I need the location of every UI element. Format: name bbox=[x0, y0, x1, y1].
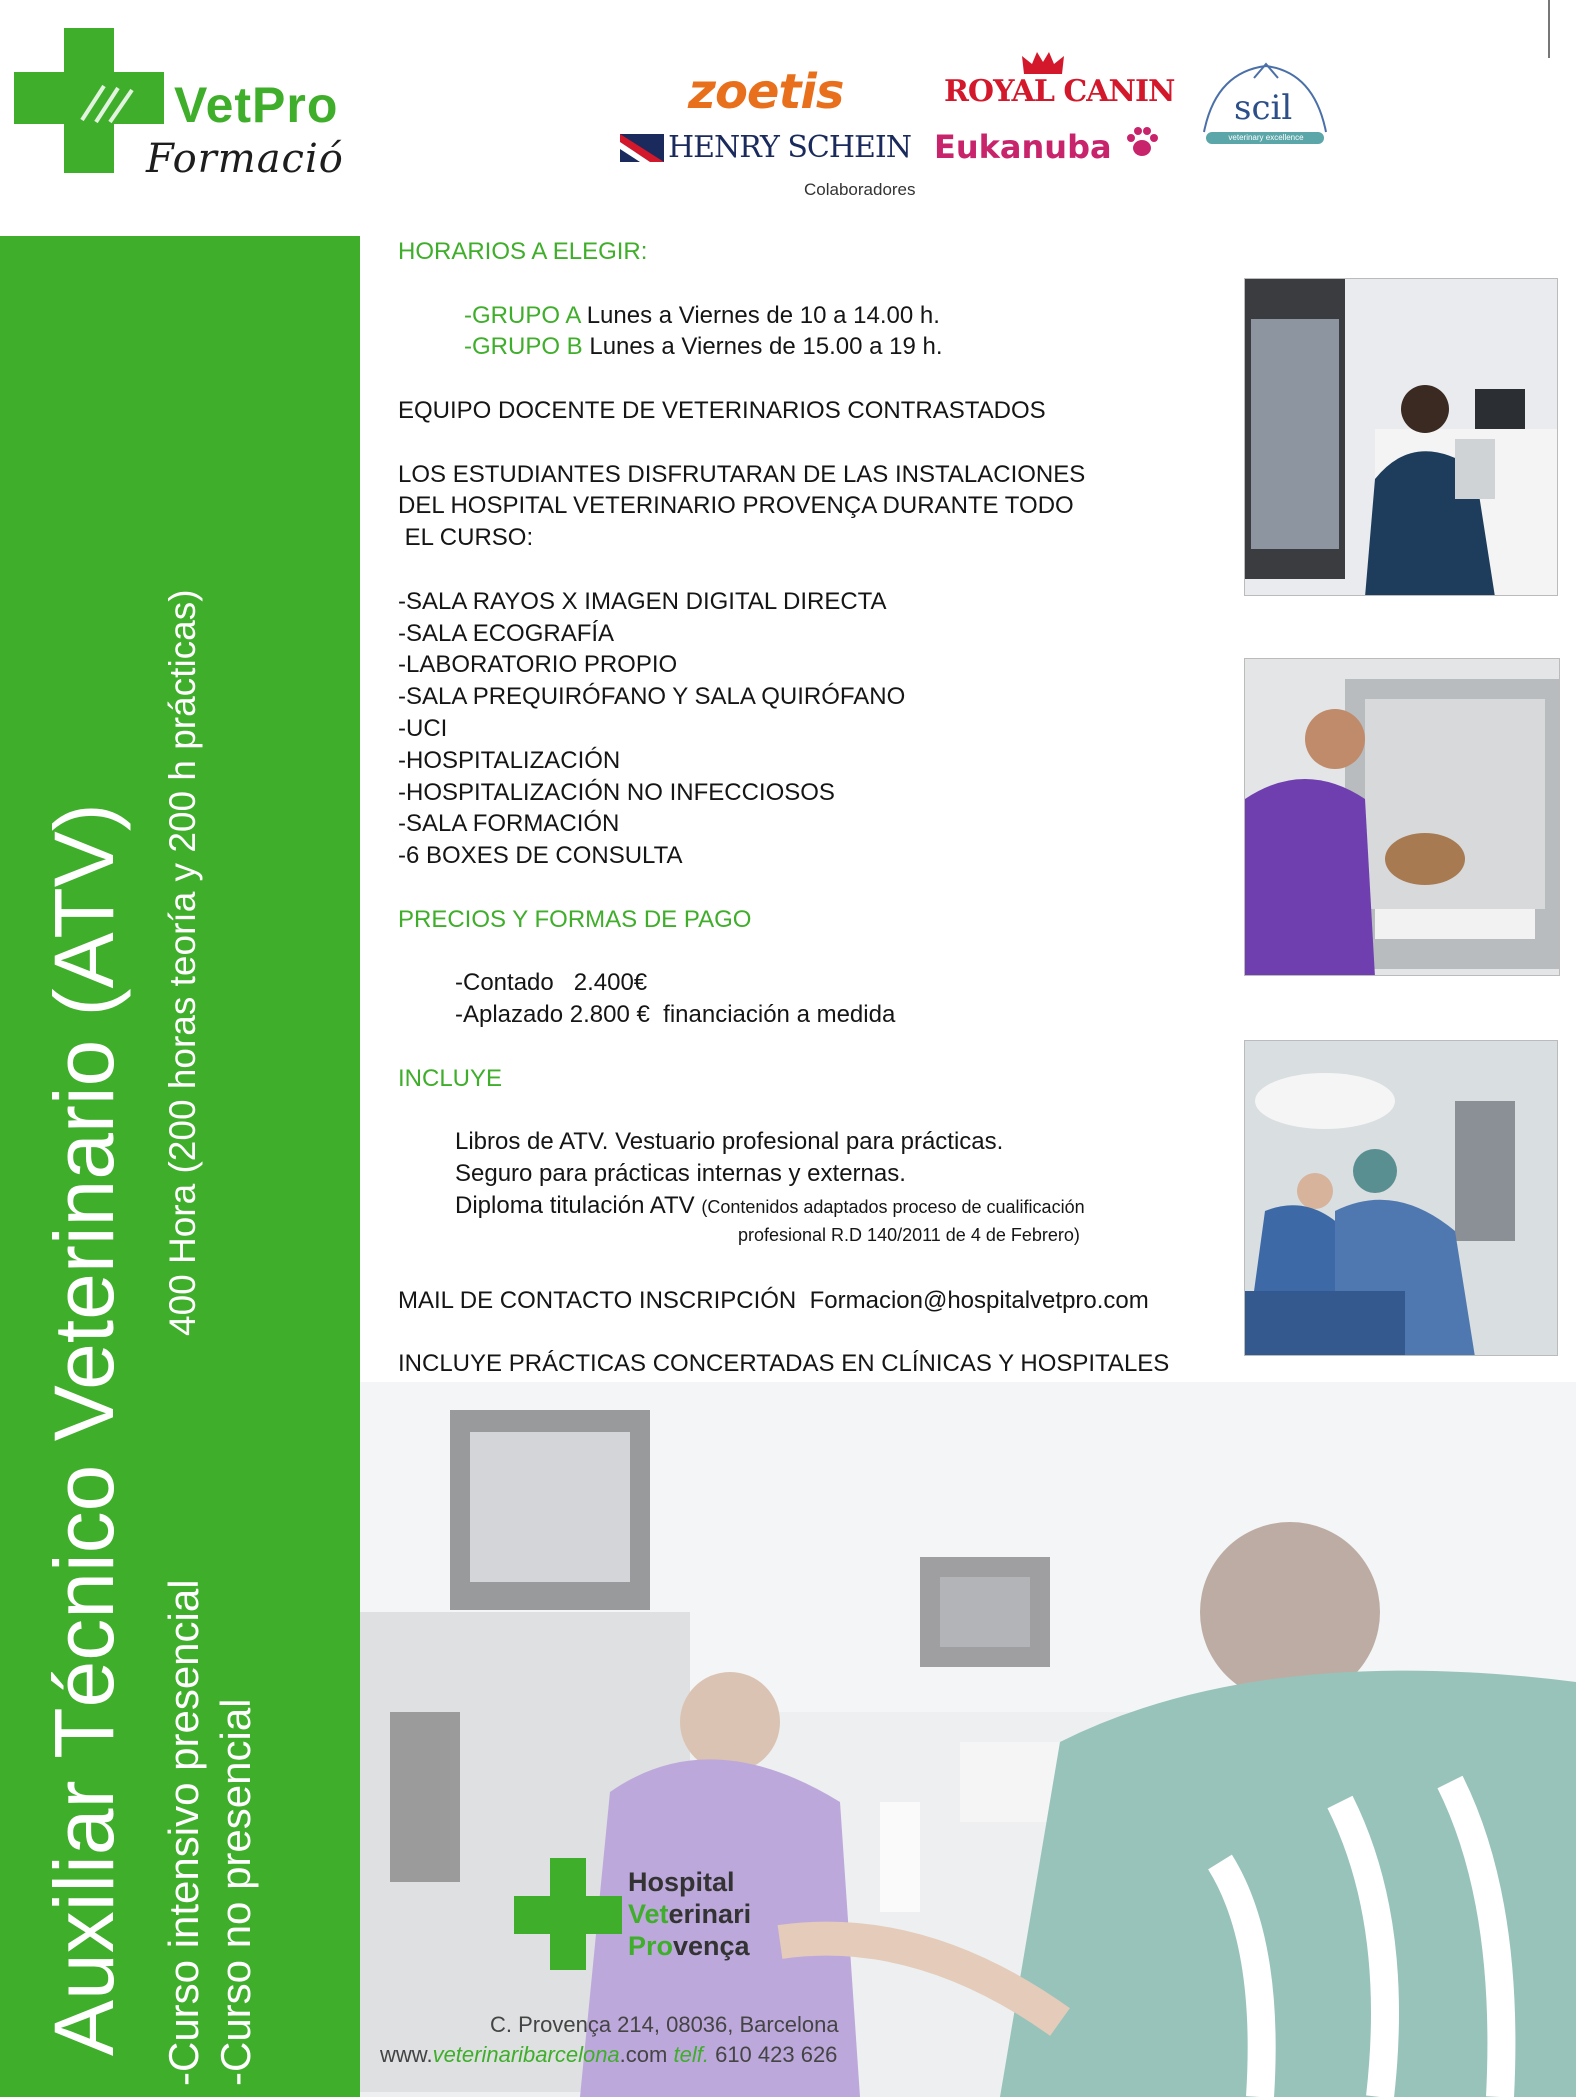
facilities-intro-2: DEL HOSPITAL VETERINARIO PROVENÇA DURANTE TODO bbox=[398, 492, 1074, 520]
schedule-heading: HORARIOS A ELEGIR: bbox=[398, 238, 648, 265]
website-link[interactable]: veterinaribarcelona bbox=[432, 2042, 620, 2067]
hospital-address: C. Provença 214, 08036, Barcelona bbox=[490, 2012, 839, 2037]
web-suffix: .com bbox=[619, 2042, 668, 2067]
diploma-note: (Contenidos adaptados proceso de cualificación bbox=[701, 1196, 1085, 1217]
facility-item: -SALA FORMACIÓN bbox=[398, 810, 620, 838]
teaching-team: EQUIPO DOCENTE DE VETERINARIOS CONTRASTADOS bbox=[398, 396, 1046, 424]
course-mode-no-presencial: -Curso no presencial bbox=[212, 1698, 259, 2086]
facility-item: -6 BOXES DE CONSULTA bbox=[398, 842, 683, 870]
course-details bbox=[398, 236, 1258, 1380]
facilities-intro-3: EL CURSO: bbox=[398, 524, 534, 552]
group-a-label: -GRUPO A bbox=[464, 301, 581, 329]
facility-item: -LABORATORIO PROPIO bbox=[398, 651, 678, 679]
hospital-web-line bbox=[380, 2042, 837, 2068]
phone-label: telf. bbox=[673, 2042, 709, 2067]
henry-schein-flag-icon bbox=[620, 134, 664, 162]
price-deferred: -Aplazado 2.800 € financiación a medida bbox=[455, 1001, 896, 1029]
diploma-note-2: profesional R.D 140/2011 de 4 de Febrero) bbox=[738, 1224, 1080, 1245]
facilities-intro-1: LOS ESTUDIANTES DISFRUTARAN DE LAS INSTALACIONES bbox=[398, 460, 1086, 488]
course-title-band bbox=[0, 236, 360, 2097]
includes-item: Libros de ATV. Vestuario profesional para prácticas. bbox=[455, 1128, 1004, 1156]
facility-item: -SALA ECOGRAFÍA bbox=[398, 619, 615, 647]
price-cash: -Contado 2.400€ bbox=[455, 969, 648, 997]
group-b-schedule: Lunes a Viernes de 15.00 a 19 h. bbox=[582, 333, 943, 361]
royal-canin-logo: ROYAL CANIN bbox=[944, 74, 1175, 109]
hospital-name-line-1: Hospital bbox=[628, 1867, 735, 1897]
eukanuba-logo: Eukanuba bbox=[934, 128, 1112, 166]
hospital-name-line-3: Provença bbox=[628, 1931, 750, 1961]
crop-mark bbox=[1548, 0, 1550, 58]
includes-heading: INCLUYE bbox=[398, 1064, 503, 1092]
collaborators-label: Colaboradores bbox=[804, 180, 916, 199]
prices-heading: PRECIOS Y FORMAS DE PAGO bbox=[398, 905, 752, 933]
facility-item: -HOSPITALIZACIÓN bbox=[398, 746, 621, 774]
vetpro-logo bbox=[14, 28, 344, 182]
hospital-name-line-2: Veterinari bbox=[628, 1899, 752, 1929]
photo-surgery bbox=[1244, 1040, 1558, 1356]
course-mode-presencial: -Curso intensivo presencial bbox=[160, 1579, 207, 2086]
photo-laboratory bbox=[1244, 278, 1558, 596]
claw-marks-icon bbox=[74, 80, 144, 124]
phone-number: 610 423 626 bbox=[715, 2042, 838, 2067]
brand-subtitle: Formació bbox=[146, 136, 344, 182]
brand-name: VetPro bbox=[174, 77, 339, 133]
course-title: Auxiliar Técnico Veterinario (ATV) bbox=[37, 803, 131, 2056]
web-prefix: www. bbox=[380, 2042, 433, 2067]
group-a bbox=[398, 300, 1258, 332]
henry-schein-text: HENRY SCHEIN bbox=[668, 130, 911, 165]
hospital-cross-icon-bar bbox=[514, 1896, 622, 1934]
contact-email: MAIL DE CONTACTO INSCRIPCIÓN Formacion@hospitalvetpro.com bbox=[398, 1286, 1149, 1314]
practices-note: INCLUYE PRÁCTICAS CONCERTADAS EN CLÍNICAS Y HOSPITALES bbox=[398, 1350, 1170, 1378]
group-a-schedule: Lunes a Viernes de 10 a 14.00 h. bbox=[580, 301, 940, 329]
paw-icon bbox=[1124, 124, 1160, 160]
scil-logo bbox=[1196, 58, 1334, 150]
course-hours: 400 Hora (200 horas teoría y 200 h prácticas) bbox=[162, 589, 203, 1336]
scil-tagline: veterinary excellence bbox=[1228, 133, 1304, 142]
facility-item: -UCI bbox=[398, 714, 448, 742]
diploma-title: Diploma titulación ATV bbox=[455, 1191, 695, 1219]
includes-item: Seguro para prácticas internas y externas. bbox=[455, 1160, 906, 1188]
crown-icon bbox=[1020, 50, 1066, 76]
facility-item: -HOSPITALIZACIÓN NO INFECCIOSOS bbox=[398, 778, 835, 806]
scil-text: scil bbox=[1234, 88, 1293, 128]
diploma-line bbox=[398, 1190, 1258, 1222]
group-b bbox=[398, 331, 1258, 363]
facility-item: -SALA RAYOS X IMAGEN DIGITAL DIRECTA bbox=[398, 587, 887, 615]
group-b-label: -GRUPO B bbox=[464, 333, 583, 361]
facility-item: -SALA PREQUIRÓFANO Y SALA QUIRÓFANO bbox=[398, 683, 906, 711]
zoetis-logo: zoetis bbox=[688, 64, 844, 120]
photo-hospitalization-dog bbox=[1244, 658, 1560, 976]
hospital-logo bbox=[508, 1858, 848, 1998]
